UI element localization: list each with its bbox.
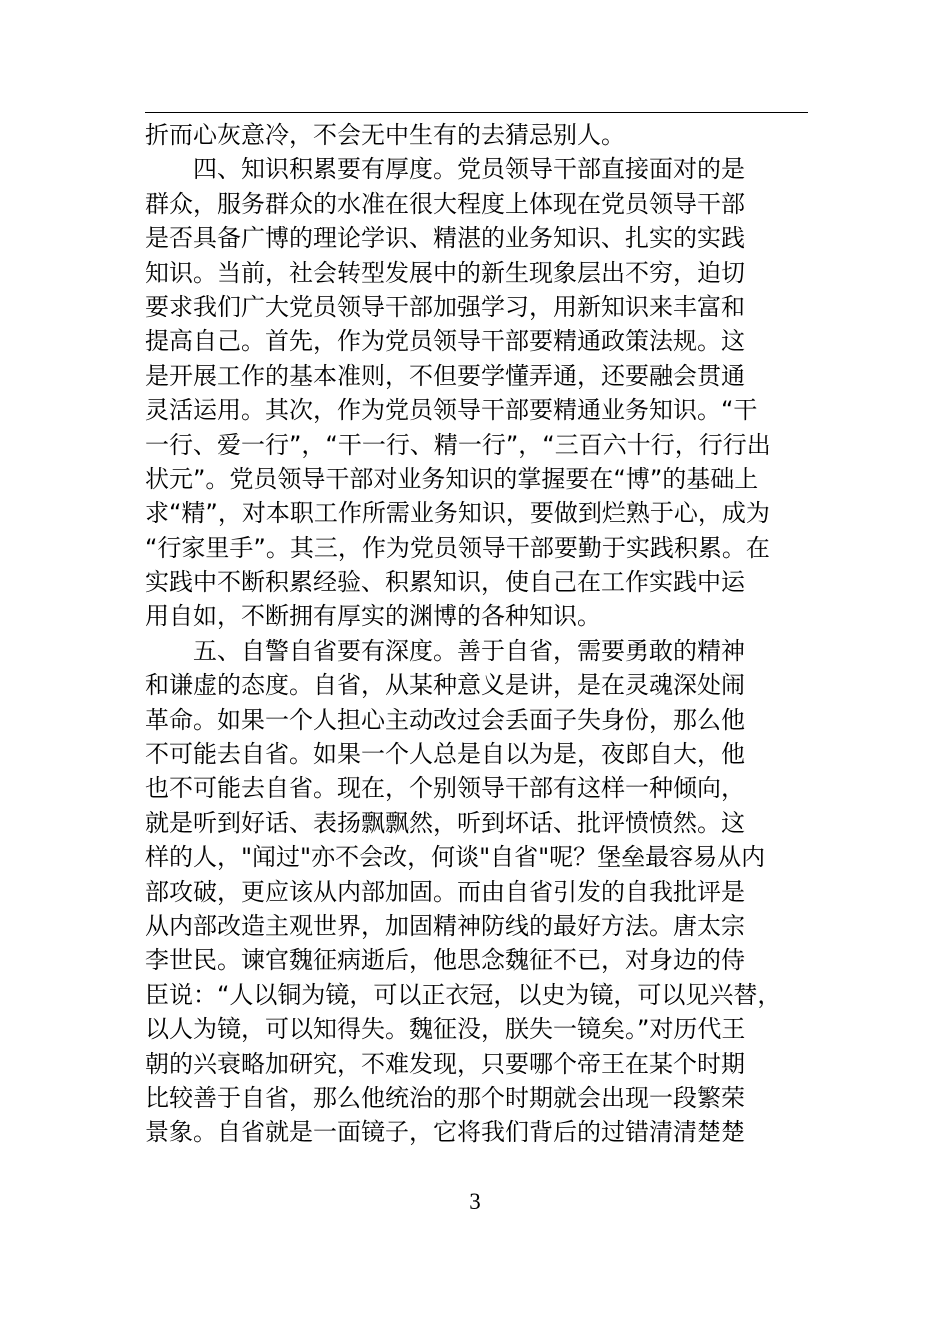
text-line: 群众，服务群众的水准在很大程度上体现在党员领导干部 xyxy=(145,189,745,218)
page-number: 3 xyxy=(469,1189,481,1214)
text-line: 比较善于自省，那么他统治的那个时期就会出现一段繁荣 xyxy=(145,1083,745,1112)
text-line: 朝的兴衰略加研究，不难发现，只要哪个帝王在某个时期 xyxy=(145,1049,745,1078)
text-line: 是开展工作的基本准则，不但要学懂弄通，还要融会贯通 xyxy=(145,361,745,390)
text-line: 李世民。谏官魏征病逝后，他思念魏征不已，对身边的侍 xyxy=(145,946,745,975)
text-line: 知识。当前，社会转型发展中的新生现象层出不穷，迫切 xyxy=(145,258,745,287)
text-line: 也不可能去自省。现在，个别领导干部有这样一种倾向， xyxy=(145,774,745,803)
text-line: 求“精”，对本职工作所需业务知识，要做到烂熟于心，成为 xyxy=(145,499,770,528)
body-text xyxy=(145,118,845,1150)
text-line: 四、知识积累要有厚度。党员领导干部直接面对的是 xyxy=(145,155,745,184)
header-rule xyxy=(145,112,808,113)
text-line: 要求我们广大党员领导干部加强学习，用新知识来丰富和 xyxy=(145,292,745,321)
text-line: 从内部改造主观世界，加固精神防线的最好方法。唐太宗 xyxy=(145,911,745,940)
text-line: “行家里手”。其三，作为党员领导干部要勤于实践积累。在 xyxy=(145,533,770,562)
text-line: 用自如，不断拥有厚实的渊博的各种知识。 xyxy=(145,602,601,631)
text-line: 折而心灰意冷，不会无中生有的去猜忌别人。 xyxy=(145,121,625,149)
text-line: 状元”。党员领导干部对业务知识的掌握要在“博”的基础上 xyxy=(145,464,759,493)
text-line: 以人为镜，可以知得失。魏征没，朕失一镜矣。”对历代王 xyxy=(145,1015,746,1044)
text-line: 革命。如果一个人担心主动改过会丢面子失身份，那么他 xyxy=(145,705,745,734)
text-line: 一行、爱一行”，“干一行、精一行”，“三百六十行，行行出 xyxy=(145,430,771,459)
text-line: 灵活运用。其次，作为党员领导干部要精通业务知识。“干 xyxy=(145,396,758,425)
text-line: 景象。自省就是一面镜子，它将我们背后的过错清清楚楚 xyxy=(145,1118,745,1147)
text-line: 部攻破，更应该从内部加固。而由自省引发的自我批评是 xyxy=(145,877,745,906)
text-line: 和谦虚的态度。自省，从某种意义是讲，是在灵魂深处闹 xyxy=(145,671,745,700)
text-line: 就是听到好话、表扬飘飘然，听到坏话、批评愤愤然。这 xyxy=(145,808,745,837)
text-line: 提高自己。首先，作为党员领导干部要精通政策法规。这 xyxy=(145,327,745,356)
text-line: 五、自警自省要有深度。善于自省，需要勇敢的精神 xyxy=(145,636,745,665)
text-line: 样的人，"闻过"亦不会改，何谈"自省"呢？堡垒最容易从内 xyxy=(145,843,766,872)
text-line: 臣说：“人以铜为镜，可以正衣冠，以史为镜，可以见兴替， xyxy=(145,980,782,1009)
text-line: 实践中不断积累经验、积累知识，使自己在工作实践中运 xyxy=(145,568,745,597)
text-line: 不可能去自省。如果一个人总是自以为是，夜郎自大，他 xyxy=(145,740,745,769)
text-line: 是否具备广博的理论学识、精湛的业务知识、扎实的实践 xyxy=(145,224,745,253)
